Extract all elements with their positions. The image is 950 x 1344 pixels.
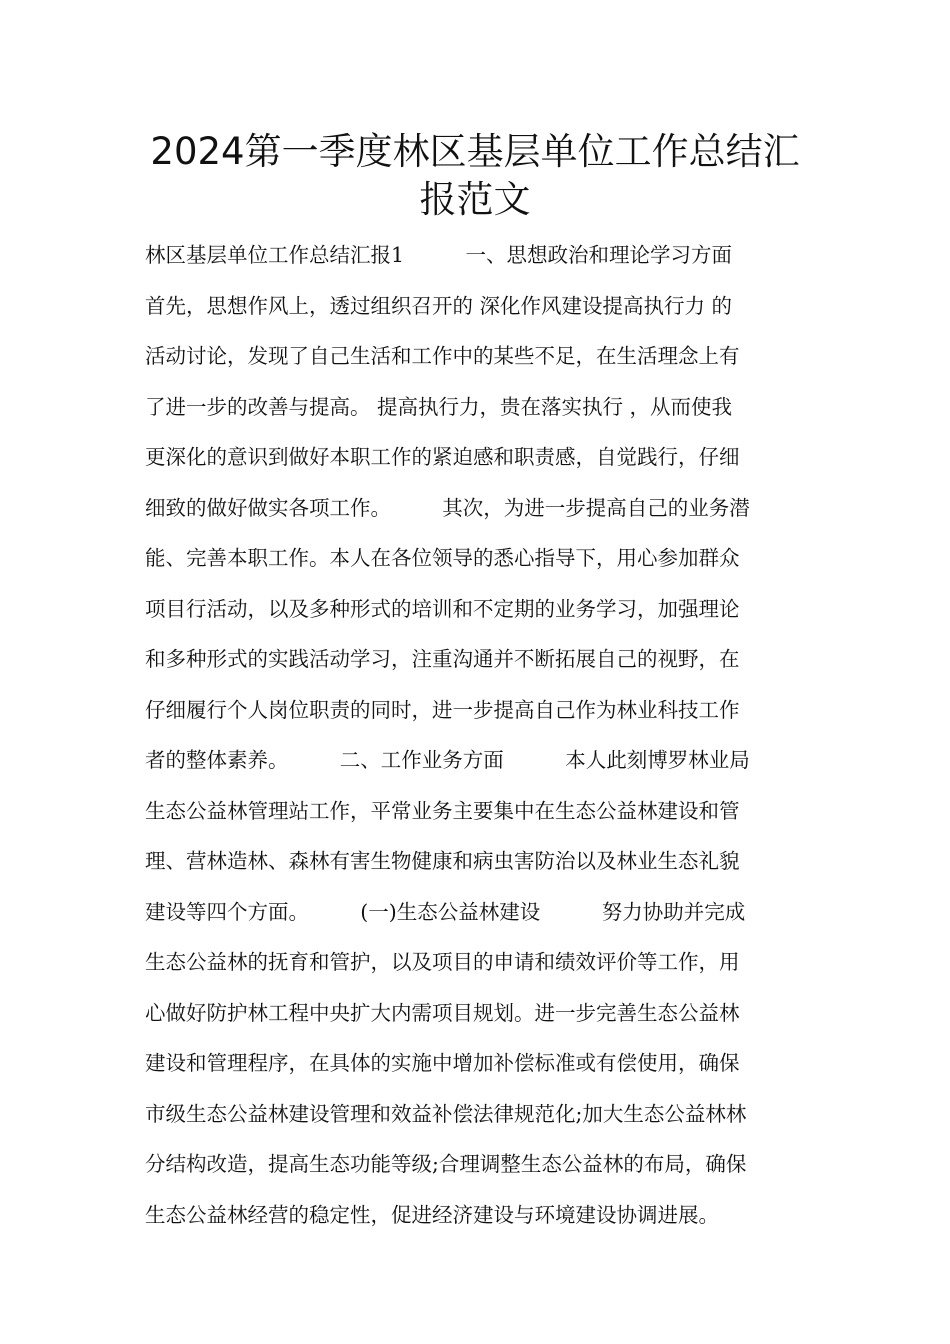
body-line: 建设和管理程序，在具体的实施中增加补偿标准或有偿使用，确保 xyxy=(145,1051,740,1075)
body-line: 分结构改造，提高生态功能等级;合理调整生态公益林的布局，确保 xyxy=(145,1152,747,1176)
body-line: 生态公益林经营的稳定性，促进经济建设与环境建设协调进展。 xyxy=(145,1202,719,1227)
body-line: 建设等四个方面。 (一)生态公益林建设 努力协助并完成 xyxy=(145,899,746,924)
body-line: 林区基层单位工作总结汇报1 一、思想政治和理论学习方面 xyxy=(145,243,733,267)
body-line: 生态公益林的抚育和管护，以及项目的申请和绩效评价等工作，用 xyxy=(145,950,740,974)
body-line: 了进一步的改善与提高。 提高执行力，贵在落实执行 ，从而使我 xyxy=(145,394,733,419)
body-line: 者的整体素养。 二、工作业务方面 本人此刻博罗林业局 xyxy=(145,748,750,772)
body-line: 和多种形式的实践活动学习，注重沟通并不断拓展自己的视野，在 xyxy=(145,647,740,671)
body-line: 首先，思想作风上，透过组织召开的 深化作风建设提高执行力 的 xyxy=(145,293,733,318)
body-line: 项目行活动，以及多种形式的培训和不定期的业务学习，加强理论 xyxy=(145,596,740,621)
document-body xyxy=(145,230,815,1240)
document-title xyxy=(0,128,950,224)
body-line: 仔细履行个人岗位职责的同时，进一步提高自己作为林业科技工作 xyxy=(145,697,740,722)
title-line-1: 2024第一季度林区基层单位工作总结汇 xyxy=(150,130,800,173)
body-line: 心做好防护林工程中央扩大内需项目规划。进一步完善生态公益林 xyxy=(145,1000,740,1025)
body-line: 理、营林造林、森林有害生物健康和病虫害防治以及林业生态礼貌 xyxy=(145,849,740,873)
body-line: 生态公益林管理站工作，平常业务主要集中在生态公益林建设和管 xyxy=(145,798,740,823)
body-line: 市级生态公益林建设管理和效益补偿法律规范化;加大生态公益林林 xyxy=(145,1101,747,1126)
body-line: 细致的做好做实各项工作。 其次，为进一步提高自己的业务潜 xyxy=(145,495,750,520)
body-line: 活动讨论，发现了自己生活和工作中的某些不足，在生活理念上有 xyxy=(145,344,740,368)
body-line: 更深化的意识到做好本职工作的紧迫感和职责感，自觉践行，仔细 xyxy=(145,445,740,469)
body-line: 能、完善本职工作。本人在各位领导的悉心指导下，用心参加群众 xyxy=(145,546,740,570)
title-line-2: 报范文 xyxy=(419,178,531,221)
